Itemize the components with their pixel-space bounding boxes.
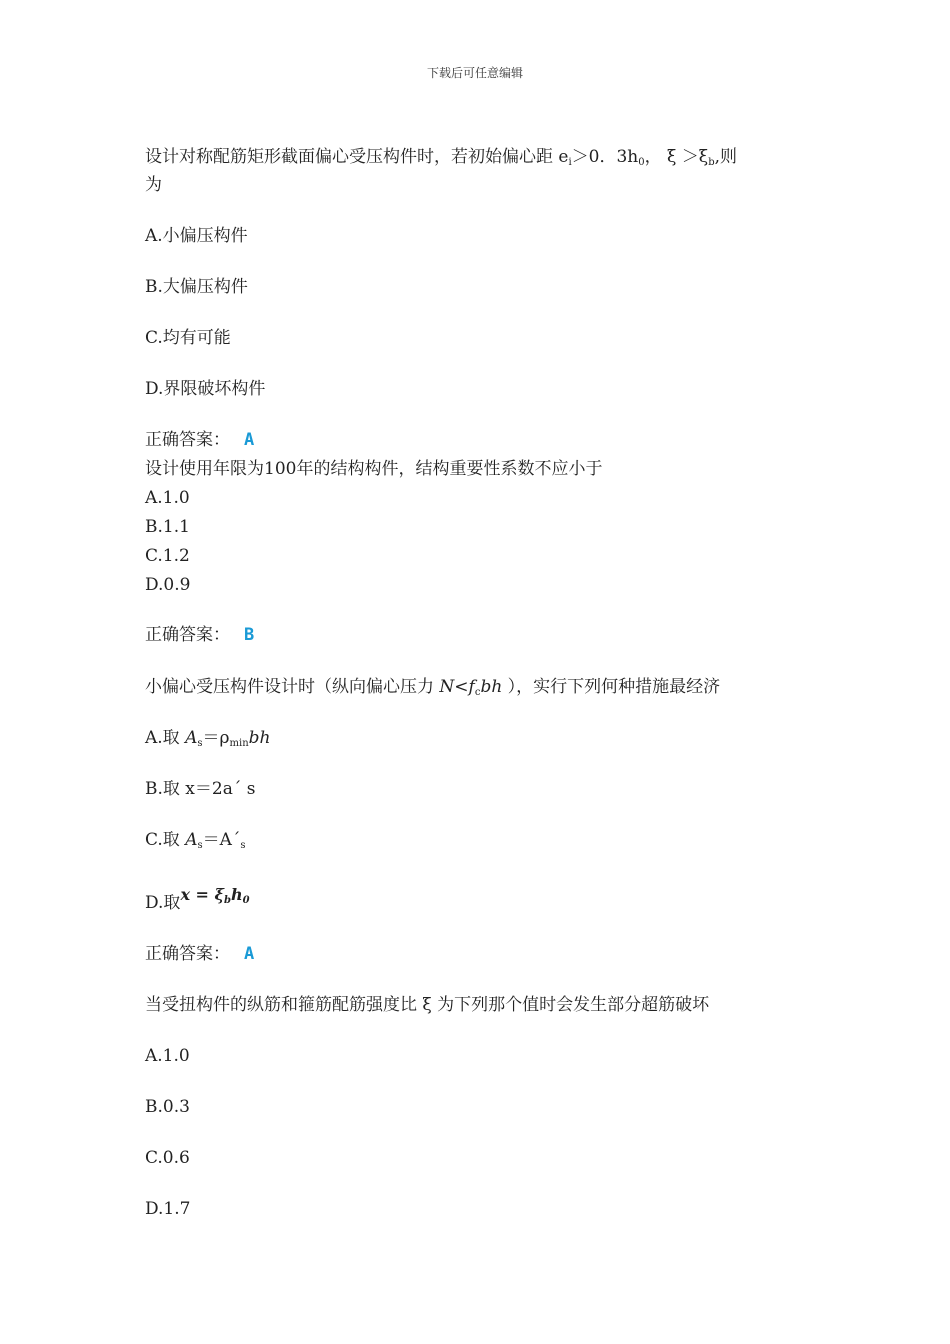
- q1-stem: 设计对称配筋矩形截面偏心受压构件时，若初始偏心距 $e_i>0$．$3h_0$， $\xi >\xi_b$,则: [145, 147, 737, 168]
- q3-answer: [145, 943, 254, 965]
- q2-option-a: A.1.0: [145, 488, 190, 508]
- q3-option-b: B.取 x＝2a´ s: [145, 779, 256, 799]
- q1-stem-line2: 为: [145, 175, 162, 195]
- q1-answer: [145, 429, 254, 451]
- q2-stem: 设计使用年限为100年的结构构件，结构重要性系数不应小于: [145, 459, 603, 479]
- answer-label: 正确答案：: [145, 625, 230, 645]
- answer-label: 正确答案：: [145, 430, 230, 450]
- q4-stem: 当受扭构件的纵筋和箍筋配筋强度比 ξ 为下列那个值时会发生部分超筋破坏: [145, 995, 710, 1015]
- q1-option-b: B.大偏压构件: [145, 277, 248, 297]
- q2-option-b: B.1.1: [145, 517, 190, 537]
- formula-x-xib-h0: $x = \xi_bh_0$: [180, 885, 250, 906]
- q4-option-a: A.1.0: [145, 1046, 190, 1066]
- q2-option-d: D.0.9: [145, 575, 191, 595]
- answer-value: A: [244, 430, 255, 450]
- q3-option-c: C.取 $A_s=A´_s$: [145, 830, 246, 851]
- answer-value: B: [244, 625, 255, 645]
- q1-option-a: A.小偏压构件: [145, 226, 248, 246]
- q2-answer: [145, 624, 254, 646]
- q4-option-d: D.1.7: [145, 1199, 191, 1219]
- q1-option-c: C.均有可能: [145, 328, 231, 348]
- answer-value: A: [244, 944, 255, 964]
- q3-option-a: A.取 $A_s=\rho_{min}bh$: [145, 728, 271, 749]
- page-header: 下载后可任意编辑: [426, 66, 523, 80]
- q4-option-b: B.0.3: [145, 1097, 190, 1117]
- q1-option-d: D.界限破坏构件: [145, 379, 266, 399]
- q2-option-c: C.1.2: [145, 546, 190, 566]
- q3-option-d: D.取$x = \xi_bh_0$: [145, 885, 250, 913]
- answer-label: 正确答案：: [145, 944, 230, 964]
- q4-option-c: C.0.6: [145, 1148, 190, 1168]
- q3-stem: 小偏心受压构件设计时（纵向偏心压力 $N<f_cbh$ ），实行下列何种措施最经济: [145, 677, 721, 698]
